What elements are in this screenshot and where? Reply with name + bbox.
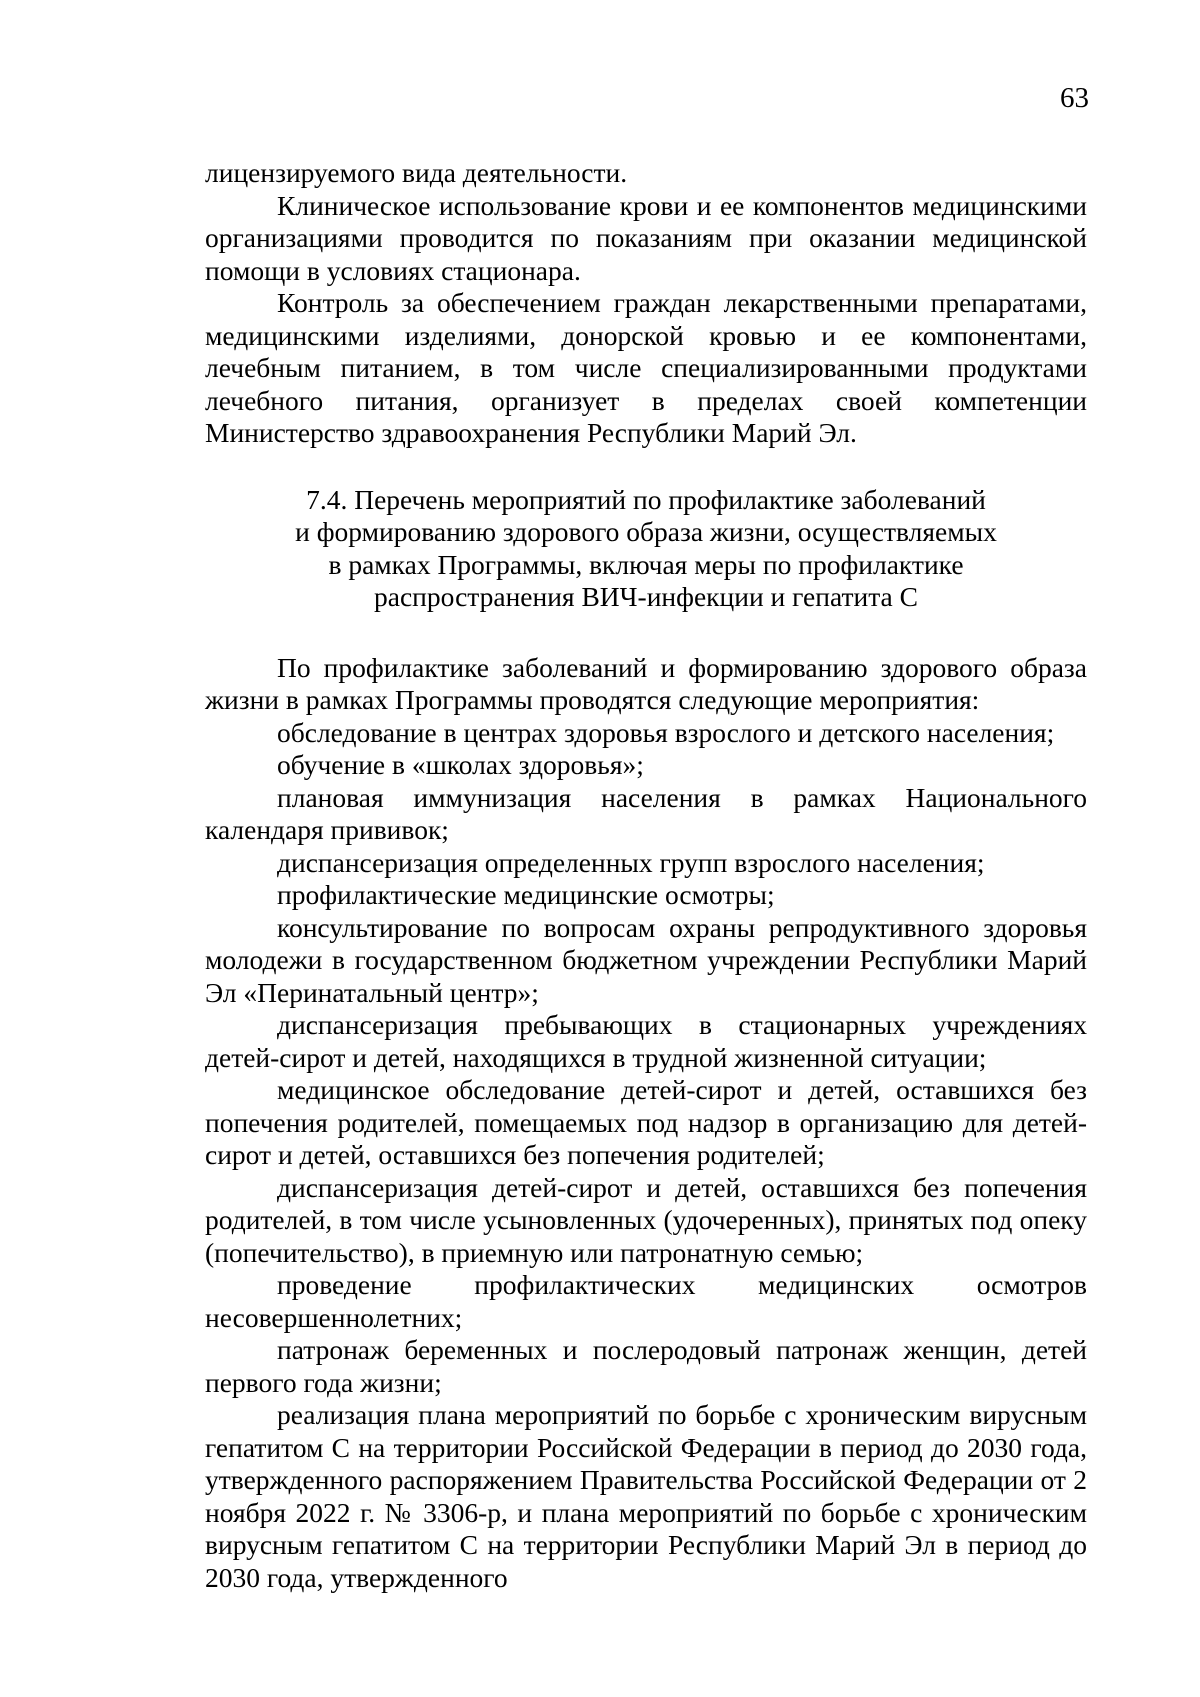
section-heading-line: 7.4. Перечень мероприятий по профилактике заболеваний bbox=[306, 483, 986, 515]
section-heading bbox=[205, 484, 1087, 614]
paragraph-control: Контроль за обеспечением граждан лекарственными препаратами, медицинскими изделиями, донорской кровью и ее компонентами, лечебным питанием, в том числе специализированными продуктами лечебного питания, организует в пределах своей компетенции Министерство здравоохранения Республики Марий Эл. bbox=[205, 287, 1087, 448]
page-number: 63 bbox=[1060, 82, 1089, 114]
list-item: обучение в «школах здоровья»; bbox=[277, 749, 644, 780]
list-item: плановая иммунизация населения в рамках Национального календаря прививок; bbox=[205, 781, 1087, 845]
section-heading-line: и формированию здорового образа жизни, осуществляемых bbox=[295, 516, 997, 547]
list-item: проведение профилактических медицинских осмотров несовершеннолетних; bbox=[205, 1269, 1087, 1333]
list-item: диспансеризация определенных групп взрослого населения; bbox=[277, 846, 985, 878]
paragraph-blood-usage: Клиническое использование крови и ее компонентов медицинскими организациями проводится по показаниям при оказании медицинской помощи в условиях стационара. bbox=[205, 189, 1087, 286]
section-heading-line: распространения ВИЧ-инфекции и гепатита С bbox=[374, 581, 918, 612]
list-item: медицинское обследование детей-сирот и детей, оставшихся без попечения родителей, помещаемых под надзор в организацию для детей-сирот и детей, оставшихся без попечения родителей; bbox=[205, 1074, 1087, 1170]
document-body bbox=[205, 157, 1087, 1594]
list-item: профилактические медицинские осмотры; bbox=[277, 879, 775, 910]
list-item: диспансеризация детей-сирот и детей, оставшихся без попечения родителей, в том числе усыновленных (удочеренных), принятых под опеку (попечительство), в приемную или патронатную семью; bbox=[205, 1171, 1087, 1268]
list-item: патронаж беременных и послеродовый патронаж женщин, детей первого года жизни; bbox=[205, 1334, 1087, 1398]
list-item: диспансеризация пребывающих в стационарных учреждениях детей-сирот и детей, находящихся в трудной жизненной ситуации; bbox=[205, 1009, 1087, 1073]
list-item: консультирование по вопросам охраны репродуктивного здоровья молодежи в государственном бюджетном учреждении Республики Марий Эл «Перинатальный центр»; bbox=[205, 911, 1087, 1008]
paragraph-intro: По профилактике заболеваний и формированию здорового образа жизни в рамках Программы проводятся следующие мероприятия: bbox=[205, 651, 1087, 715]
list-item: обследование в центрах здоровья взрослого и детского населения; bbox=[277, 716, 1055, 748]
list-item: реализация плана мероприятий по борьбе с хроническим вирусным гепатитом С на территории Российской Федерации в период до 2030 года, утвержденного распоряжением Правительства Российской Федерации от 2 ноября 2022 г. № 3306-р, и плана мероприятий по борьбе с хроническим вирусным гепатитом С на территории Республики Марий Эл в период до 2030 года, утвержденного bbox=[205, 1399, 1087, 1593]
section-heading-line: в рамках Программы, включая меры по профилактике bbox=[328, 548, 964, 580]
paragraph-continuation: лицензируемого вида деятельности. bbox=[205, 157, 628, 188]
